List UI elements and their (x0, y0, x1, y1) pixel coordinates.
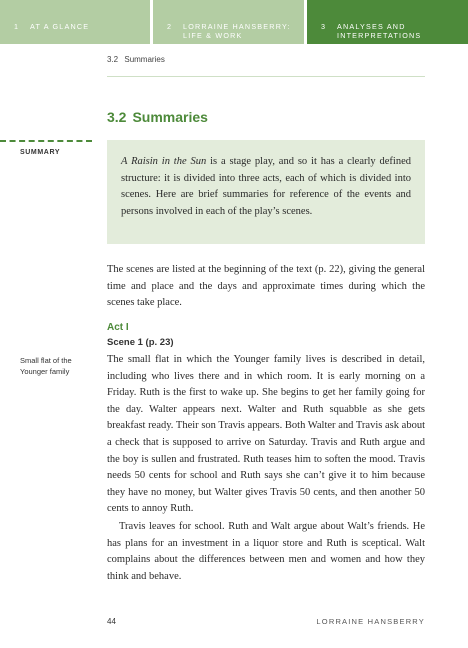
scene-summary-paragraph-2: Travis leaves for school. Ruth and Walt argue about Walt’s friends. He has plans for an investment in a liquor store and Ruth is sceptical. Walt complains about the differences between men and women and how they think and behave. (107, 521, 425, 582)
tab-number: 1 (14, 22, 20, 31)
tab-label-line2: LIFE & WORK (183, 31, 243, 40)
breadcrumb (107, 55, 165, 64)
intro-paragraph: The scenes are listed at the beginning of the text (p. 22), giving the general time and place and the days and approximate times during which the scenes take place. (107, 264, 425, 309)
breadcrumb-title: Summaries (124, 55, 165, 64)
section-title: Summaries (132, 109, 208, 125)
tab-life-and-work[interactable] (153, 0, 304, 44)
tab-number: 3 (321, 22, 327, 31)
scene-heading: Scene 1 (p. 23) (107, 337, 174, 348)
tab-label: ANALYSES AND (337, 22, 406, 31)
tab-number: 2 (167, 22, 173, 31)
sidebar-summary-label: SUMMARY (20, 149, 61, 156)
summary-box (107, 140, 425, 244)
sidebar-dashed-divider (0, 140, 92, 142)
tab-label-line2: INTERPRETATIONS (337, 31, 422, 40)
act-heading: Act I (107, 322, 129, 333)
section-number: 3.2 (107, 109, 127, 125)
footer-author: LORRAINE HANSBERRY (316, 617, 425, 626)
tab-at-a-glance[interactable] (0, 0, 150, 44)
section-heading (107, 109, 208, 125)
play-title: A Raisin in the Sun (121, 156, 207, 167)
breadcrumb-divider (107, 76, 425, 77)
chapter-tabs (0, 0, 468, 44)
margin-note: Small flat of the Younger family (20, 356, 72, 376)
breadcrumb-number: 3.2 (107, 55, 119, 64)
summary-box-text: is a stage play, and so it has a clearly defined structure: it is divided into three acts, each of which is divided into scenes. Here are brief summaries for reference of the events and persons involved in each of the play’s scenes. (121, 156, 411, 217)
tab-analyses-active[interactable] (307, 0, 468, 44)
page-number: 44 (107, 617, 116, 626)
scene-summary-paragraph: The small flat in which the Younger family lives is described in detail, including who lives there and in which room. It is early morning on a Friday. Ruth is the first to wake up. She begins to get her family going for the day. Walter appears next. Walter and Ruth squabble as she gets breakfast ready. Their son Travis appears. Both Walter and Travis ask about a check that is supposed to arrive on Saturday. Travis and Ruth argue and the boy is sullen and frustrated. Ruth teases him to soften the mood. Travis needs 50 cents for school and Ruth says she can’t give it to him because they have no money, but Walter gives Travis 50 cents, and then another 50 cents to annoy Ruth. (107, 354, 425, 515)
tab-label: AT A GLANCE (30, 22, 90, 31)
tab-label: LORRAINE HANSBERRY: (183, 22, 291, 31)
